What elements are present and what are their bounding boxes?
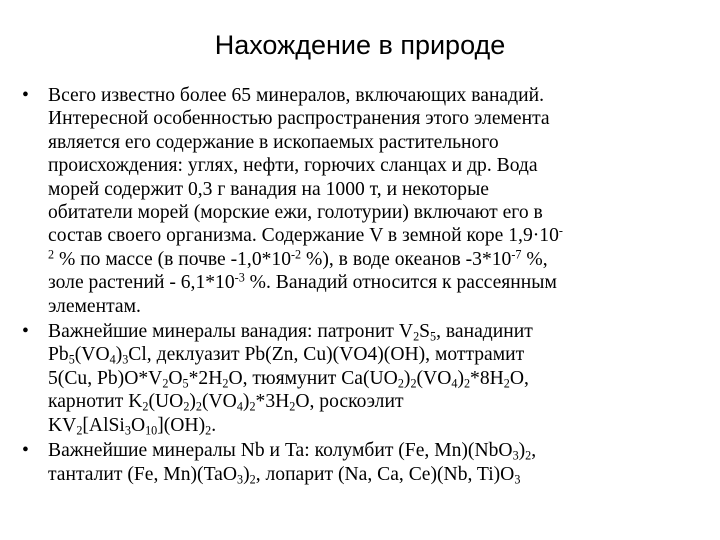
bullet-text-line: является его содержание в ископаемых растительного <box>48 131 499 153</box>
bullet-text-line: карнотит $K_2(UO_2)_2(VO_4)_2*3H_2O$, роскоэлит <box>48 391 404 414</box>
bullet-text-line: 5(Cu, $Pb)O*V_2O_5*2H_2O$, тюямунит $Ca(UO_2)_2(VO_4)_2*8H_2O$, <box>48 367 529 391</box>
bullet-marker: • <box>22 85 29 106</box>
slide-title: Нахождение в природе <box>214 30 506 60</box>
bullet-text-line: $^2$ % по массе (в почве $-1,0*10^{-2}$ %), в воде океанов $-3*10^{-7}$ %, <box>48 247 548 270</box>
bullet-text-line: золе растений - $6,1*10^{-3}$ %. Ванадий относится к рассеянным <box>48 270 557 294</box>
bullet-marker: • <box>22 440 29 462</box>
bullet-item <box>22 439 708 486</box>
bullet-text-line: Важнейшие минералы Nb и Ta: колумбит (Fe, $Mn)(NbO_3)_2$, <box>48 440 537 463</box>
bullet-text-line: Интересной особенностью распространения этого элемента <box>48 108 550 130</box>
bullet-item <box>22 320 708 437</box>
bullet-text-line: Всего известно более 65 минералов, включающих ванадий. <box>48 85 544 106</box>
bullet-text-line: состав своего организма. Содержание V в земной коре 1,9·10- <box>48 223 563 247</box>
bullet-text-line: $KV_2[AlSi_3O_{10}](OH)_2$. <box>48 414 217 438</box>
bullet-text-line: происхождения: углях, нефти, горючих сланцах и др. Вода <box>48 155 538 177</box>
bullet-text-line: танталит (Fe, $Mn)(TaO_3)_2$, лопарит (Na, Ca, Ce)(Nb, $Ti)O_3$ <box>48 463 521 486</box>
bullet-marker: • <box>22 321 29 343</box>
bullet-item <box>22 84 708 318</box>
bullet-text-line: элементам. <box>48 295 141 317</box>
bullet-text-line: морей содержит 0,3 г ванадия на 1000 т, и некоторые <box>48 178 489 200</box>
bullet-text-line: обитатели морей (морские ежи, голотурии) включают его в <box>48 202 543 224</box>
bullet-text-line: Важнейшие минералы ванадия: патронит $V_2S_5$, ванадинит <box>48 321 533 344</box>
bullet-list <box>22 84 708 488</box>
bullet-text-line: $Pb_5(VO_4)_3Cl$, деклуазит Pb(Zn, Cu)(VO4)(OH), моттрамит <box>48 344 525 367</box>
